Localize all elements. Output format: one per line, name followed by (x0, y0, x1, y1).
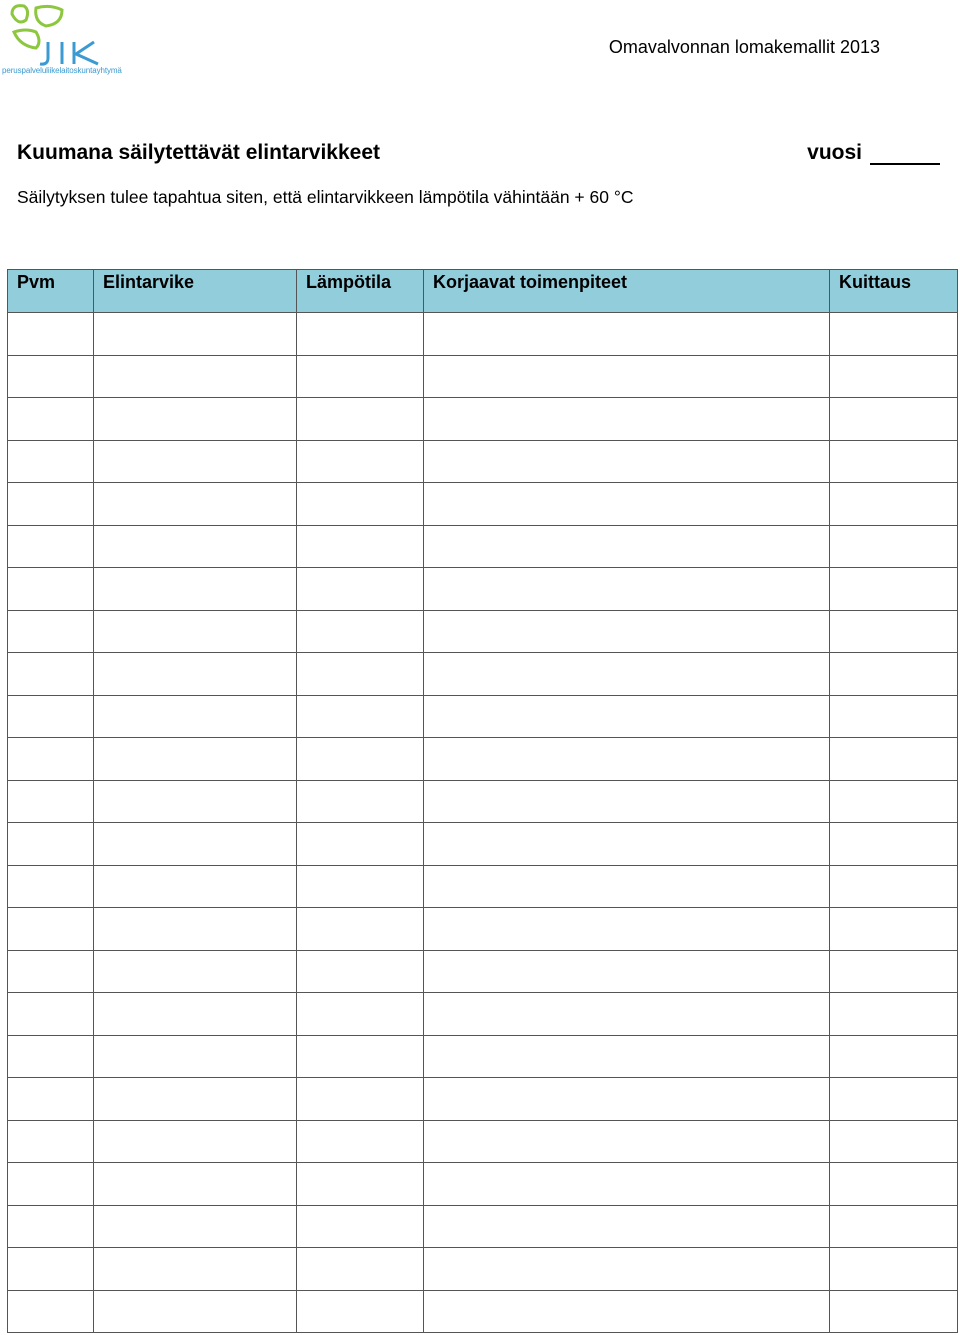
corrective-actions-cell[interactable] (424, 355, 830, 398)
temperature-cell[interactable] (297, 440, 424, 483)
log-table (7, 269, 958, 1333)
corrective-actions-cell[interactable] (424, 1248, 830, 1291)
date-cell[interactable] (8, 483, 94, 526)
food-item-cell[interactable] (94, 738, 297, 781)
date-cell[interactable] (8, 950, 94, 993)
temperature-cell[interactable] (297, 865, 424, 908)
temperature-cell[interactable] (297, 653, 424, 696)
signature-cell[interactable] (830, 738, 958, 781)
table-row (8, 653, 958, 696)
table-row (8, 1290, 958, 1333)
temperature-cell[interactable] (297, 1163, 424, 1206)
date-cell[interactable] (8, 1078, 94, 1121)
food-item-cell[interactable] (94, 483, 297, 526)
signature-cell[interactable] (830, 1035, 958, 1078)
date-cell[interactable] (8, 780, 94, 823)
temperature-cell[interactable] (297, 1035, 424, 1078)
table-row (8, 993, 958, 1036)
signature-cell[interactable] (830, 823, 958, 866)
corrective-actions-cell[interactable] (424, 1078, 830, 1121)
signature-cell[interactable] (830, 525, 958, 568)
signature-cell[interactable] (830, 1078, 958, 1121)
table-row (8, 355, 958, 398)
corrective-actions-cell[interactable] (424, 398, 830, 441)
table-row (8, 610, 958, 653)
signature-cell[interactable] (830, 610, 958, 653)
table-row (8, 1163, 958, 1206)
temperature-cell[interactable] (297, 1290, 424, 1333)
year-field (807, 141, 940, 165)
date-cell[interactable] (8, 398, 94, 441)
year-label: vuosi (807, 141, 862, 164)
corrective-actions-cell[interactable] (424, 610, 830, 653)
temperature-cell[interactable] (297, 1120, 424, 1163)
food-item-cell[interactable] (94, 1163, 297, 1206)
temperature-cell[interactable] (297, 483, 424, 526)
food-item-cell[interactable] (94, 1035, 297, 1078)
signature-cell[interactable] (830, 780, 958, 823)
temperature-cell[interactable] (297, 780, 424, 823)
signature-cell[interactable] (830, 1290, 958, 1333)
date-cell[interactable] (8, 865, 94, 908)
date-cell[interactable] (8, 653, 94, 696)
temperature-cell[interactable] (297, 355, 424, 398)
table-row (8, 1205, 958, 1248)
signature-cell[interactable] (830, 653, 958, 696)
corrective-actions-cell[interactable] (424, 950, 830, 993)
date-cell[interactable] (8, 908, 94, 951)
corrective-actions-cell[interactable] (424, 993, 830, 1036)
food-item-cell[interactable] (94, 525, 297, 568)
date-cell[interactable] (8, 1290, 94, 1333)
date-cell[interactable] (8, 738, 94, 781)
date-cell[interactable] (8, 568, 94, 611)
date-cell[interactable] (8, 1163, 94, 1206)
food-item-cell[interactable] (94, 823, 297, 866)
temperature-cell[interactable] (297, 908, 424, 951)
food-item-cell[interactable] (94, 950, 297, 993)
table-row (8, 1035, 958, 1078)
date-cell[interactable] (8, 1035, 94, 1078)
corrective-actions-cell[interactable] (424, 483, 830, 526)
corrective-actions-cell[interactable] (424, 568, 830, 611)
temperature-cell[interactable] (297, 398, 424, 441)
date-cell[interactable] (8, 695, 94, 738)
date-cell[interactable] (8, 610, 94, 653)
logo-tagline: peruspalveluliikelaitoskuntayhtymä (2, 66, 122, 75)
signature-cell[interactable] (830, 355, 958, 398)
date-cell[interactable] (8, 1248, 94, 1291)
temperature-cell[interactable] (297, 610, 424, 653)
table-row (8, 398, 958, 441)
food-item-cell[interactable] (94, 780, 297, 823)
table-row (8, 695, 958, 738)
signature-cell[interactable] (830, 908, 958, 951)
jik-logo-icon (6, 2, 106, 68)
column-header-temperature: Lämpötila (297, 270, 424, 313)
column-header-food-item: Elintarvike (94, 270, 297, 313)
temperature-cell[interactable] (297, 1248, 424, 1291)
food-item-cell[interactable] (94, 1248, 297, 1291)
corrective-actions-cell[interactable] (424, 908, 830, 951)
signature-cell[interactable] (830, 440, 958, 483)
date-cell[interactable] (8, 993, 94, 1036)
temperature-cell[interactable] (297, 993, 424, 1036)
corrective-actions-cell[interactable] (424, 865, 830, 908)
organization-logo (0, 0, 122, 80)
food-item-cell[interactable] (94, 993, 297, 1036)
header-note: Omavalvonnan lomakemallit 2013 (608, 37, 880, 57)
table-row (8, 908, 958, 951)
table-row (8, 738, 958, 781)
corrective-actions-cell[interactable] (424, 525, 830, 568)
table-row (8, 1248, 958, 1291)
temperature-cell[interactable] (297, 695, 424, 738)
table-row (8, 1120, 958, 1163)
date-cell[interactable] (8, 355, 94, 398)
table-body (8, 313, 958, 1333)
signature-cell[interactable] (830, 865, 958, 908)
food-item-cell[interactable] (94, 653, 297, 696)
food-item-cell[interactable] (94, 1205, 297, 1248)
food-item-cell[interactable] (94, 355, 297, 398)
form-title: Kuumana säilytettävät elintarvikkeet (17, 141, 380, 164)
corrective-actions-cell[interactable] (424, 1290, 830, 1333)
temperature-cell[interactable] (297, 1078, 424, 1121)
corrective-actions-cell[interactable] (424, 823, 830, 866)
corrective-actions-cell[interactable] (424, 653, 830, 696)
corrective-actions-cell[interactable] (424, 1120, 830, 1163)
column-header-corrective-actions: Korjaavat toimenpiteet (424, 270, 830, 313)
food-item-cell[interactable] (94, 695, 297, 738)
corrective-actions-cell[interactable] (424, 1035, 830, 1078)
corrective-actions-cell[interactable] (424, 440, 830, 483)
signature-cell[interactable] (830, 568, 958, 611)
table-row (8, 525, 958, 568)
food-item-cell[interactable] (94, 1290, 297, 1333)
signature-cell[interactable] (830, 993, 958, 1036)
signature-cell[interactable] (830, 1163, 958, 1206)
date-cell[interactable] (8, 1205, 94, 1248)
corrective-actions-cell[interactable] (424, 695, 830, 738)
corrective-actions-cell[interactable] (424, 1205, 830, 1248)
temperature-cell[interactable] (297, 525, 424, 568)
table-row (8, 568, 958, 611)
date-cell[interactable] (8, 823, 94, 866)
food-item-cell[interactable] (94, 908, 297, 951)
temperature-cell[interactable] (297, 1205, 424, 1248)
column-header-date: Pvm (8, 270, 94, 313)
temperature-cell[interactable] (297, 950, 424, 993)
corrective-actions-cell[interactable] (424, 738, 830, 781)
temperature-cell[interactable] (297, 738, 424, 781)
food-item-cell[interactable] (94, 610, 297, 653)
signature-cell[interactable] (830, 398, 958, 441)
date-cell[interactable] (8, 525, 94, 568)
food-item-cell[interactable] (94, 1078, 297, 1121)
date-cell[interactable] (8, 440, 94, 483)
signature-cell[interactable] (830, 950, 958, 993)
temperature-cell[interactable] (297, 823, 424, 866)
table-row (8, 483, 958, 526)
signature-cell[interactable] (830, 1120, 958, 1163)
table-row (8, 780, 958, 823)
corrective-actions-cell[interactable] (424, 1163, 830, 1206)
food-item-cell[interactable] (94, 1120, 297, 1163)
food-item-cell[interactable] (94, 398, 297, 441)
signature-cell[interactable] (830, 483, 958, 526)
signature-cell[interactable] (830, 1205, 958, 1248)
corrective-actions-cell[interactable] (424, 780, 830, 823)
form-instruction: Säilytyksen tulee tapahtua siten, että elintarvikkeen lämpötila vähintään + 60 °C (17, 187, 634, 207)
column-header-signature: Kuittaus (830, 270, 958, 313)
table-row (8, 313, 958, 356)
temperature-cell[interactable] (297, 568, 424, 611)
table-header-row (8, 270, 958, 313)
food-item-cell[interactable] (94, 313, 297, 356)
food-item-cell[interactable] (94, 440, 297, 483)
signature-cell[interactable] (830, 695, 958, 738)
corrective-actions-cell[interactable] (424, 313, 830, 356)
year-blank-line[interactable] (870, 143, 940, 165)
table-row (8, 823, 958, 866)
food-item-cell[interactable] (94, 865, 297, 908)
signature-cell[interactable] (830, 313, 958, 356)
table-row (8, 1078, 958, 1121)
date-cell[interactable] (8, 313, 94, 356)
table-row (8, 440, 958, 483)
signature-cell[interactable] (830, 1248, 958, 1291)
date-cell[interactable] (8, 1120, 94, 1163)
table-row (8, 950, 958, 993)
table-row (8, 865, 958, 908)
food-item-cell[interactable] (94, 568, 297, 611)
temperature-cell[interactable] (297, 313, 424, 356)
